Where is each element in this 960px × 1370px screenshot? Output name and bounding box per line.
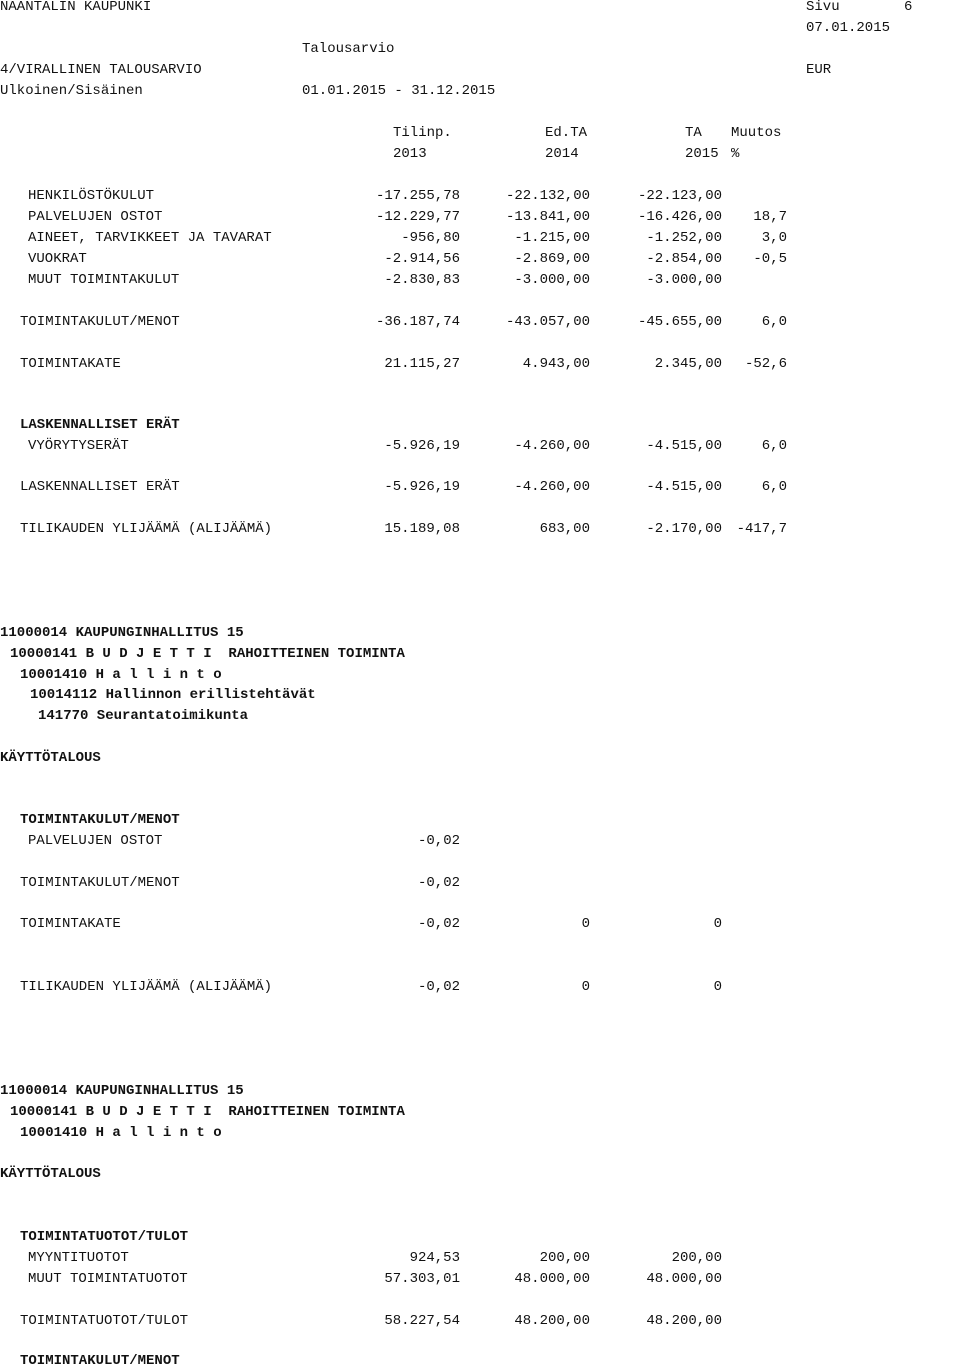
org-unit-level-2: 10000141 B U D J E T T I RAHOITTEINEN TOIMINTA: [10, 646, 405, 662]
period-result-2015: -2.170,00: [646, 521, 722, 537]
row-label: HENKILÖSTÖKULUT: [28, 188, 155, 204]
col-header-actual: Tilinp.: [393, 125, 452, 141]
value-2014: -2.869,00: [514, 251, 590, 267]
value-2015: -3.000,00: [646, 272, 722, 288]
value-2013: -12.229,77: [375, 209, 460, 225]
row-label: AINEET, TARVIKKEET JA TAVARAT: [28, 230, 272, 246]
currency: EUR: [806, 62, 832, 78]
row-label: PALVELUJEN OSTOT: [28, 833, 163, 849]
value-2013: -2.914,56: [384, 251, 460, 267]
period: 01.01.2015 - 31.12.2015: [302, 83, 496, 99]
calculated-items-heading: LASKENNALLISET ERÄT: [20, 417, 180, 433]
total-costs-label: TOIMINTAKULUT/MENOT: [20, 314, 180, 330]
value-change: 18,7: [753, 209, 787, 225]
org-unit-level-3: 10001410 H a l l i n t o: [20, 1125, 222, 1141]
value-2013: -2.830,83: [384, 272, 460, 288]
value-2014: -4.260,00: [514, 438, 590, 454]
area-heading: KÄYTTÖTALOUS: [0, 750, 101, 766]
org-unit-level-1: 11000014 KAUPUNGINHALLITUS 15: [0, 1083, 244, 1099]
row-label: PALVELUJEN OSTOT: [28, 209, 163, 225]
calculated-items-total-2015: -4.515,00: [646, 479, 722, 495]
total-income-2013: 58.227,54: [384, 1313, 460, 1329]
total-costs-2014: -43.057,00: [505, 314, 590, 330]
area-heading: KÄYTTÖTALOUS: [0, 1166, 101, 1182]
page-number: 6: [904, 0, 913, 15]
row-label: VYÖRYTYSERÄT: [28, 438, 129, 454]
scope: Ulkoinen/Sisäinen: [0, 83, 143, 99]
value-2014: -3.000,00: [514, 272, 590, 288]
col-header-change: Muutos: [731, 125, 782, 141]
value-2013: -17.255,78: [375, 188, 460, 204]
document-title: Talousarvio: [302, 41, 395, 57]
period-result-2014: 683,00: [539, 521, 590, 537]
row-label: MYYNTITUOTOT: [28, 1250, 129, 1266]
calculated-items-total-2013: -5.926,19: [384, 479, 460, 495]
total-costs-change: 6,0: [761, 314, 787, 330]
value-2013: -0,02: [417, 833, 460, 849]
period-result-2014: 0: [581, 979, 590, 995]
col-header-percent: %: [731, 146, 740, 162]
org-unit-level-3: 10001410 H a l l i n t o: [20, 667, 222, 683]
calculated-items-total-2014: -4.260,00: [514, 479, 590, 495]
income-heading: TOIMINTATUOTOT/TULOT: [20, 1229, 189, 1245]
total-costs-2015: -45.655,00: [637, 314, 722, 330]
operating-margin-2015: 2.345,00: [654, 356, 722, 372]
period-result-label: TILIKAUDEN YLIJÄÄMÄ (ALIJÄÄMÄ): [20, 979, 273, 995]
operating-margin-label: TOIMINTAKATE: [20, 916, 121, 932]
col-header-year-2015: 2015: [685, 146, 719, 162]
org-name: NAANTALIN KAUPUNKI: [0, 0, 152, 15]
period-result-2015: 0: [713, 979, 722, 995]
col-header-budget: TA: [685, 125, 702, 141]
calculated-items-total-change: 6,0: [761, 479, 787, 495]
value-2013: -956,80: [401, 230, 460, 246]
org-unit-level-5: 141770 Seurantatoimikunta: [38, 708, 249, 724]
total-income-2015: 48.200,00: [646, 1313, 722, 1329]
value-2013: -5.926,19: [384, 438, 460, 454]
period-result-2013: 15.189,08: [384, 521, 460, 537]
row-label: MUUT TOIMINTAKULUT: [28, 272, 180, 288]
value-2014: 200,00: [539, 1250, 590, 1266]
value-2015: -2.854,00: [646, 251, 722, 267]
value-2015: -1.252,00: [646, 230, 722, 246]
report-name: 4/VIRALLINEN TALOUSARVIO: [0, 62, 202, 78]
col-header-prev-budget: Ed.TA: [545, 125, 588, 141]
operating-margin-2014: 0: [581, 916, 590, 932]
total-costs-label: TOIMINTAKULUT/MENOT: [20, 875, 180, 891]
value-change: -0,5: [753, 251, 787, 267]
col-header-year-2013: 2013: [393, 146, 427, 162]
operating-margin-2013: 21.115,27: [384, 356, 460, 372]
value-change: 6,0: [761, 438, 787, 454]
value-2014: -22.132,00: [505, 188, 590, 204]
row-label: MUUT TOIMINTATUOTOT: [28, 1271, 188, 1287]
org-unit-level-4: 10014112 Hallinnon erillistehtävät: [30, 687, 316, 703]
value-change: 3,0: [761, 230, 787, 246]
operating-margin-change: -52,6: [744, 356, 787, 372]
org-unit-level-1: 11000014 KAUPUNGINHALLITUS 15: [0, 625, 244, 641]
value-2015: 48.000,00: [646, 1271, 722, 1287]
calculated-items-total-label: LASKENNALLISET ERÄT: [20, 479, 180, 495]
value-2015: 200,00: [671, 1250, 722, 1266]
operating-margin-2014: 4.943,00: [522, 356, 590, 372]
value-2014: -13.841,00: [505, 209, 590, 225]
value-2014: -1.215,00: [514, 230, 590, 246]
total-costs-2013: -0,02: [417, 875, 460, 891]
org-unit-level-2: 10000141 B U D J E T T I RAHOITTEINEN TOIMINTA: [10, 1104, 405, 1120]
total-income-label: TOIMINTATUOTOT/TULOT: [20, 1313, 189, 1329]
operating-margin-label: TOIMINTAKATE: [20, 356, 121, 372]
value-2015: -16.426,00: [637, 209, 722, 225]
value-2015: -22.123,00: [637, 188, 722, 204]
value-2015: -4.515,00: [646, 438, 722, 454]
total-costs-2013: -36.187,74: [375, 314, 460, 330]
print-date: 07.01.2015: [806, 20, 891, 36]
page-label: Sivu: [806, 0, 840, 15]
costs-heading: TOIMINTAKULUT/MENOT: [20, 812, 180, 828]
operating-margin-2015: 0: [713, 916, 722, 932]
operating-margin-2013: -0,02: [417, 916, 460, 932]
value-2014: 48.000,00: [514, 1271, 590, 1287]
value-2013: 924,53: [409, 1250, 460, 1266]
col-header-year-2014: 2014: [545, 146, 579, 162]
period-result-2013: -0,02: [417, 979, 460, 995]
value-2013: 57.303,01: [384, 1271, 460, 1287]
period-result-label: TILIKAUDEN YLIJÄÄMÄ (ALIJÄÄMÄ): [20, 521, 273, 537]
row-label: VUOKRAT: [28, 251, 87, 267]
period-result-change: -417,7: [736, 521, 787, 537]
total-income-2014: 48.200,00: [514, 1313, 590, 1329]
costs-heading: TOIMINTAKULUT/MENOT: [20, 1353, 180, 1369]
